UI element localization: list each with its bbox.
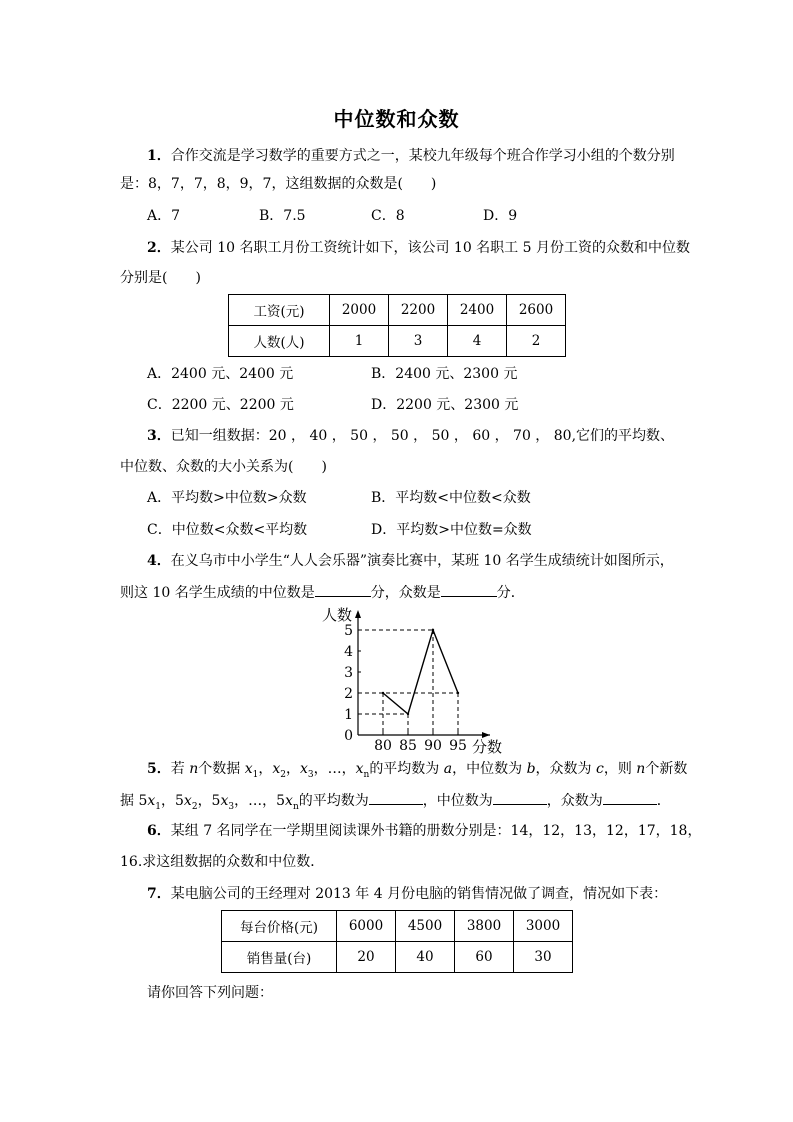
var-n: n [189, 761, 199, 777]
series-line [383, 630, 458, 714]
x-tick-label: 90 [424, 738, 442, 754]
q5-text: ，…， [234, 793, 277, 809]
q4-text2c: 分． [496, 585, 525, 601]
subscript: n [292, 801, 299, 812]
q1-line1 [147, 146, 675, 166]
q5-text: 若 [170, 761, 185, 777]
q5-text: 个新数 [645, 761, 688, 777]
q5-text: ，中位数为 [422, 793, 493, 809]
q7-text1: 某电脑公司的王经理对 2013 年 4 月份电脑的销售情况做了调查，情况如下表： [170, 886, 668, 902]
var-b: b [526, 761, 536, 777]
q5-text: 据 5 [120, 793, 148, 809]
q3-line2: 中位数、众数的大小关系为( ) [120, 459, 327, 475]
data-point [407, 713, 409, 715]
q1-option-d: D．9 [483, 208, 518, 224]
subscript: n [363, 769, 370, 780]
q1-option-c: C．8 [371, 208, 405, 224]
q2-number: 2． [147, 240, 171, 256]
q2-option-d: D．2200 元、2300 元 [371, 397, 519, 413]
table-cell: 6000 [337, 911, 396, 942]
q5-text: ，则 [603, 761, 632, 777]
var-a: a [443, 761, 453, 777]
var-c: c [596, 761, 604, 777]
answer-blank [603, 790, 657, 805]
y-axis-arrow [355, 610, 361, 618]
x-axis-label: 分数 [472, 738, 503, 756]
table-cell: 销售量(台) [222, 942, 337, 973]
x-tick-label: 95 [449, 738, 467, 754]
table-cell: 4 [448, 326, 507, 357]
table-cell: 2000 [330, 295, 389, 326]
table-row [229, 326, 566, 357]
var-x: x [244, 761, 253, 777]
q2-line1 [147, 238, 690, 258]
answer-blank [369, 790, 423, 805]
table-cell: 每台价格(元) [222, 911, 337, 942]
subscript: 1 [252, 769, 259, 780]
table-cell: 1 [330, 326, 389, 357]
table-row [222, 942, 573, 973]
subscript: 1 [155, 801, 161, 812]
q2-option-a: A．2400 元、2400 元 [147, 366, 294, 382]
table-cell: 2 [507, 326, 566, 357]
var-x: x [272, 761, 281, 777]
answer-blank [493, 790, 547, 805]
q3-text1: 已知一组数据：20 ， 40 ， 50 ， 50 ， 50 ， 60 ， 70 ， 80,它们的平均数、 [170, 428, 675, 444]
answer-blank [315, 582, 371, 597]
q7-sales-table [221, 910, 573, 973]
q5-text: 的平均数为 [369, 761, 440, 777]
table-cell: 工资(元) [229, 295, 330, 326]
q1-option-b: B．7.5 [259, 208, 306, 224]
q4-text2a: 则这 10 名学生成绩的中位数是 [120, 585, 315, 601]
table-cell: 2200 [389, 295, 448, 326]
y-tick-label: 4 [344, 644, 353, 660]
data-point [432, 629, 434, 631]
q5-text: ，众数为 [546, 793, 603, 809]
y-tick-label: 1 [344, 707, 353, 723]
subscript: 2 [280, 769, 286, 780]
table-cell: 3800 [455, 911, 514, 942]
q5-line1: 5．若 n个数据 $x_1$，$x_2$，$x_3$，…，$x_n$的平均数为 a，中位数为 b，众数为 c，则 n个新数 [147, 761, 688, 780]
subscript: 2 [191, 801, 198, 812]
q3-number: 3． [147, 428, 171, 444]
q2-text1: 某公司 10 名职工月份工资统计如下，该公司 10 名职工 5 月份工资的众数和中位数 [170, 240, 690, 256]
q5-text: 个数据 [198, 761, 241, 777]
table-cell: 60 [455, 942, 514, 973]
q4-number: 4． [147, 553, 171, 569]
q2-salary-table [228, 294, 566, 357]
y-tick-label: 5 [344, 623, 353, 639]
q4-text2b: 分，众数是 [370, 585, 441, 601]
data-point [382, 692, 384, 694]
var-x: x [299, 761, 308, 777]
q2-line2: 分别是( ) [120, 270, 201, 286]
q4-text1: 在义乌市中小学生“人人会乐器”演奏比赛中，某班 10 名学生成绩统计如图所示， [170, 553, 674, 569]
q3-option-d: D．平均数>中位数=众数 [371, 522, 532, 538]
subscript: 3 [228, 801, 235, 812]
q2-option-b: B．2400 元、2300 元 [371, 366, 518, 382]
q1-text1: 合作交流是学习数学的重要方式之一，某校九年级每个班合作学习小组的个数分别 [170, 148, 675, 164]
q4-line1 [147, 551, 674, 571]
q5-text: 的平均数为 [298, 793, 369, 809]
q3-option-a: A．平均数>中位数>众数 [147, 490, 307, 506]
var-x: x [220, 793, 229, 809]
x-tick-label: 80 [374, 738, 392, 754]
table-cell: 人数(人) [229, 326, 330, 357]
table-cell: 40 [396, 942, 455, 973]
q3-option-c: C．中位数<众数<平均数 [147, 522, 308, 538]
q3-option-b: B．平均数<中位数<众数 [371, 490, 531, 506]
q1-option-a: A．7 [147, 208, 181, 224]
var-x: x [285, 793, 293, 809]
q4-score-chart [300, 600, 510, 760]
q6-line1 [147, 821, 701, 841]
y-tick-label: 3 [344, 665, 353, 681]
table-row [229, 295, 566, 326]
table-cell: 20 [337, 942, 396, 973]
table-cell: 4500 [396, 911, 455, 942]
var-x: x [355, 761, 364, 777]
y-axis-label: 人数 [322, 606, 353, 624]
q6-number: 6． [147, 823, 171, 839]
table-cell: 2400 [448, 295, 507, 326]
q7-followup: 请你回答下列问题： [147, 985, 273, 1001]
q5-text: ，中位数为 [452, 761, 523, 777]
var-n: n [636, 761, 646, 777]
q7-line1 [147, 884, 667, 904]
q6-line2: 16.求这组数据的众数和中位数． [120, 854, 325, 870]
x-tick-label: 85 [399, 738, 417, 754]
page-title: 中位数和众数 [333, 107, 460, 131]
y-tick-label: 0 [344, 728, 353, 744]
q1-number: 1． [147, 148, 171, 164]
q7-number: 7． [147, 886, 171, 902]
q5-text: ，…， [313, 761, 356, 777]
q5-text: ，众数为 [535, 761, 592, 777]
var-x: x [147, 793, 156, 809]
data-point [457, 692, 459, 694]
q5-number: 5． [147, 761, 171, 777]
q1-line2: 是：8，7，7，8，9，7，这组数据的众数是( ) [120, 176, 437, 192]
table-row [222, 911, 573, 942]
answer-blank [441, 582, 497, 597]
q6-text1: 某组 7 名同学在一学期里阅读课外书籍的册数分别是：14，12，13，12，17，18， [170, 823, 702, 839]
table-cell: 30 [514, 942, 573, 973]
y-tick-label: 2 [344, 686, 353, 702]
q3-line1 [147, 426, 674, 446]
subscript: 3 [307, 769, 314, 780]
q2-option-c: C．2200 元、2200 元 [147, 397, 294, 413]
q5-line2: 据 $5x_1$，$5x_2$，$5x_3$，…，$5x_n$的平均数为 ，中位数为 ，众数为 ． [120, 790, 671, 817]
table-cell: 3 [389, 326, 448, 357]
table-cell: 3000 [514, 911, 573, 942]
table-cell: 2600 [507, 295, 566, 326]
var-x: x [183, 793, 192, 809]
